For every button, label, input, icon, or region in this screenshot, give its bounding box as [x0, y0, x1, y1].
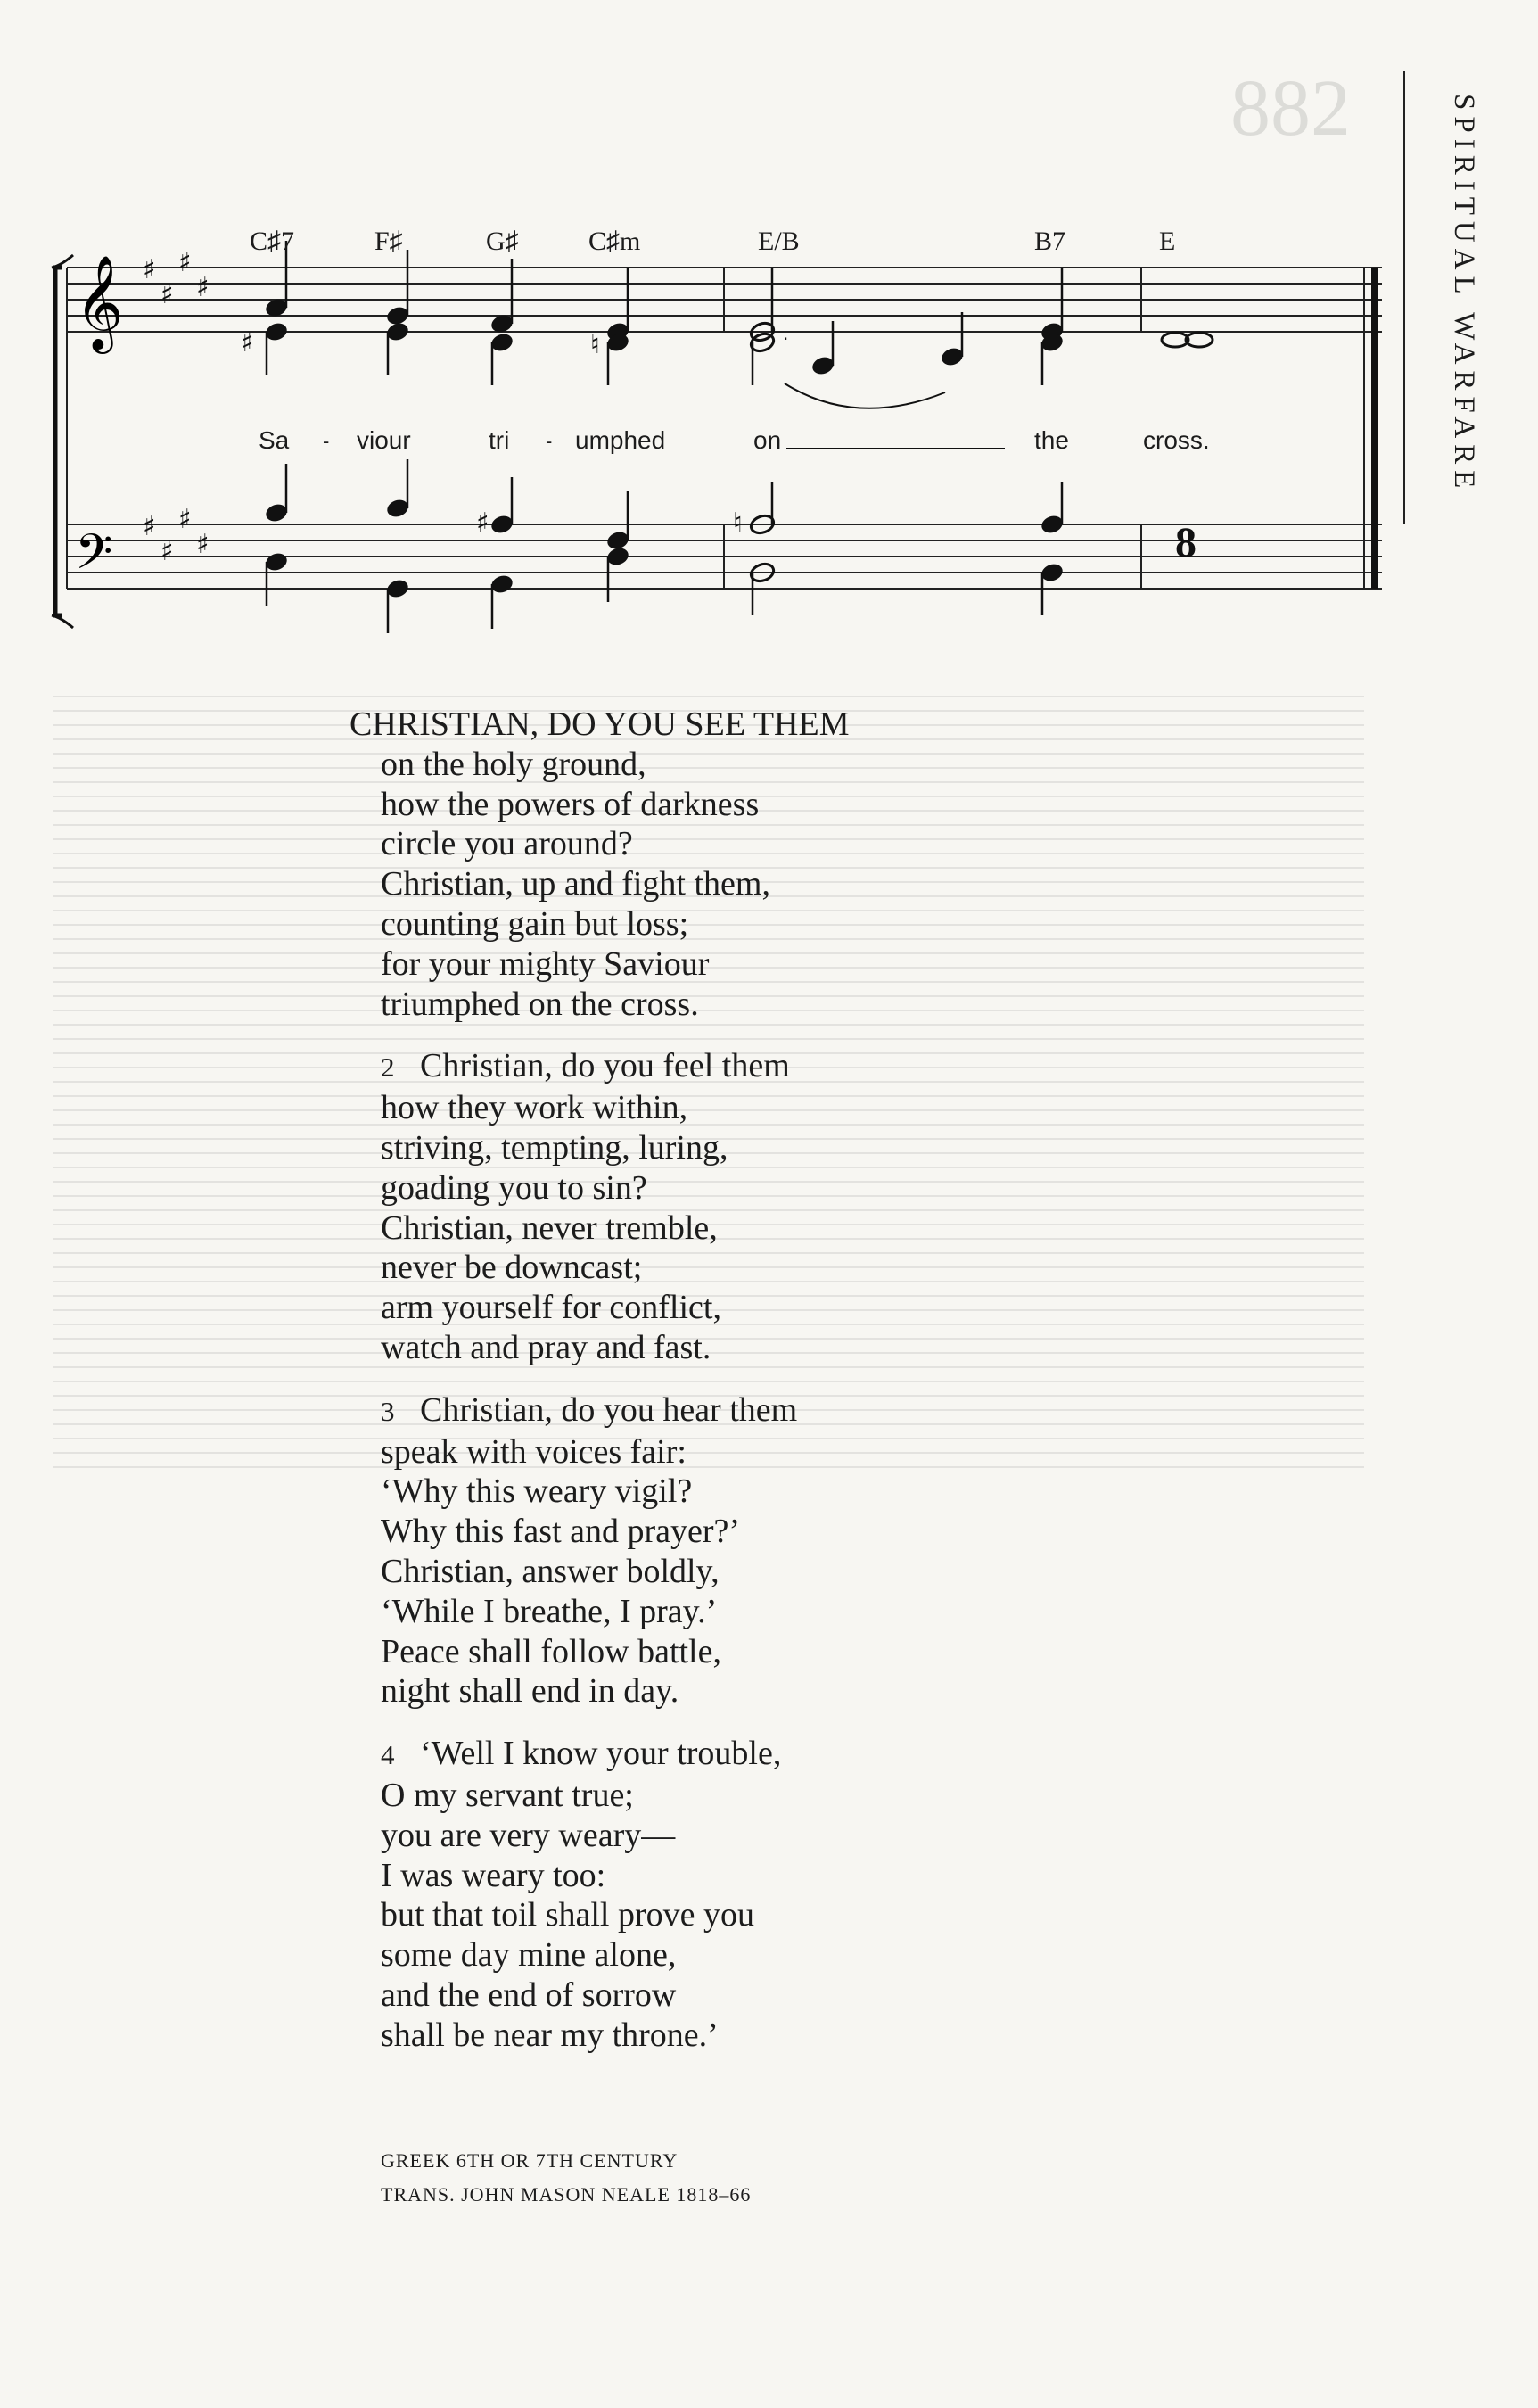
- svg-text:♯: ♯: [178, 247, 192, 278]
- verse-line: triumphed on the cross.: [381, 985, 699, 1023]
- verse-line: Christian, do you feel them: [420, 1047, 790, 1085]
- verse-line: ‘Why this weary vigil?: [381, 1472, 693, 1511]
- verse-line: speak with voices fair:: [381, 1432, 687, 1471]
- verse-line: how the powers of darkness: [381, 785, 760, 823]
- lyric-syllable: Sa: [259, 426, 290, 454]
- chord-symbol: F♯: [374, 227, 403, 256]
- verse-line: goading you to sin?: [381, 1168, 647, 1207]
- verse-line: Christian, never tremble,: [381, 1208, 718, 1247]
- verse-line: night shall end in day.: [381, 1672, 679, 1711]
- verse-line: Peace shall follow battle,: [381, 1632, 721, 1670]
- verse-3: [381, 1390, 916, 1711]
- verse-line: circle you around?: [381, 825, 633, 863]
- lyric-syllable: cross.: [1143, 426, 1210, 454]
- lyric-syllable: umphed: [575, 426, 666, 454]
- section-title: SPIRITUAL WARFARE: [1448, 94, 1480, 495]
- verse-line: counting gain but loss;: [381, 904, 689, 943]
- svg-text:♯: ♯: [160, 536, 174, 567]
- svg-text:♯: ♯: [196, 529, 210, 560]
- verse-1: [350, 705, 916, 1024]
- svg-text:♯: ♯: [143, 254, 156, 285]
- svg-text:♯: ♯: [143, 511, 156, 542]
- svg-text:𝄞: 𝄞: [75, 254, 124, 350]
- hymn-text: [350, 705, 916, 2078]
- verse-line: some day mine alone,: [381, 1936, 677, 1975]
- verse-2: [381, 1046, 916, 1367]
- verse-line: striving, tempting, luring,: [381, 1128, 728, 1167]
- verse-line: watch and pray and fast.: [381, 1328, 711, 1366]
- lyric-syllable: tri: [489, 426, 510, 454]
- verse-line: for your mighty Saviour: [381, 944, 710, 983]
- translator-credit: TRANS. JOHN MASON NEALE 1818–66: [381, 2183, 752, 2206]
- verse-line: arm yourself for conflict,: [381, 1289, 721, 1327]
- lyric-syllable: the: [1034, 426, 1069, 454]
- attribution: [381, 2144, 751, 2212]
- source-credit: GREEK 6TH OR 7TH CENTURY: [381, 2149, 679, 2172]
- svg-text:♯: ♯: [160, 279, 174, 310]
- verse-number: 3: [381, 1395, 395, 1427]
- music-score: [0, 0, 1391, 642]
- verse-number: 2: [381, 1051, 395, 1084]
- verse-line: I was weary too:: [381, 1856, 606, 1894]
- svg-text:♮: ♮: [733, 507, 743, 539]
- verse-line: Christian, answer boldly,: [381, 1552, 720, 1590]
- verse-line: how they work within,: [381, 1089, 688, 1127]
- verse-line: on the holy ground,: [381, 745, 646, 783]
- verse-number: 4: [381, 1739, 395, 1771]
- verse-line: ‘While I breathe, I pray.’: [381, 1592, 718, 1630]
- svg-text:♯: ♯: [476, 507, 489, 539]
- verse-line: ‘Well I know your trouble,: [420, 1735, 782, 1773]
- verse-line: and the end of sorrow: [381, 1975, 677, 2014]
- chord-symbol: C♯m: [588, 227, 641, 256]
- verse-4: [381, 1734, 916, 2055]
- verse-line: O my servant true;: [381, 1776, 634, 1814]
- lyric-hyphen: -: [546, 430, 553, 452]
- chord-symbol: G♯: [486, 227, 519, 256]
- verse-line: never be downcast;: [381, 1249, 643, 1287]
- hymn-number: 882: [1230, 64, 1351, 153]
- lyric-syllable: viour: [357, 426, 411, 454]
- verse-line: Christian, up and fight them,: [381, 865, 770, 903]
- svg-text:♯: ♯: [241, 327, 254, 359]
- chord-symbol: C♯7: [250, 227, 295, 256]
- lyric-extender: [786, 448, 1005, 449]
- svg-text:.: .: [783, 323, 789, 344]
- lyric-syllable: on: [753, 426, 782, 454]
- chord-symbol: E/B: [758, 227, 800, 256]
- svg-text:𝄢: 𝄢: [75, 524, 113, 592]
- svg-text:8: 8: [1175, 519, 1197, 566]
- verse-line: you are very weary—: [381, 1816, 676, 1854]
- verse-line: but that toil shall prove you: [381, 1896, 755, 1934]
- hymn-title: CHRISTIAN, DO YOU SEE THEM: [350, 705, 850, 743]
- svg-text:♮: ♮: [590, 329, 600, 360]
- chord-symbol: E: [1159, 227, 1176, 256]
- svg-text:♯: ♯: [196, 272, 210, 303]
- verse-line: Why this fast and prayer?’: [381, 1513, 741, 1551]
- chord-symbol: B7: [1034, 227, 1066, 256]
- svg-text:♯: ♯: [178, 504, 192, 535]
- verse-line: Christian, do you hear them: [420, 1390, 798, 1429]
- verse-line: shall be near my throne.’: [381, 2016, 719, 2054]
- lyric-hyphen: -: [323, 430, 330, 452]
